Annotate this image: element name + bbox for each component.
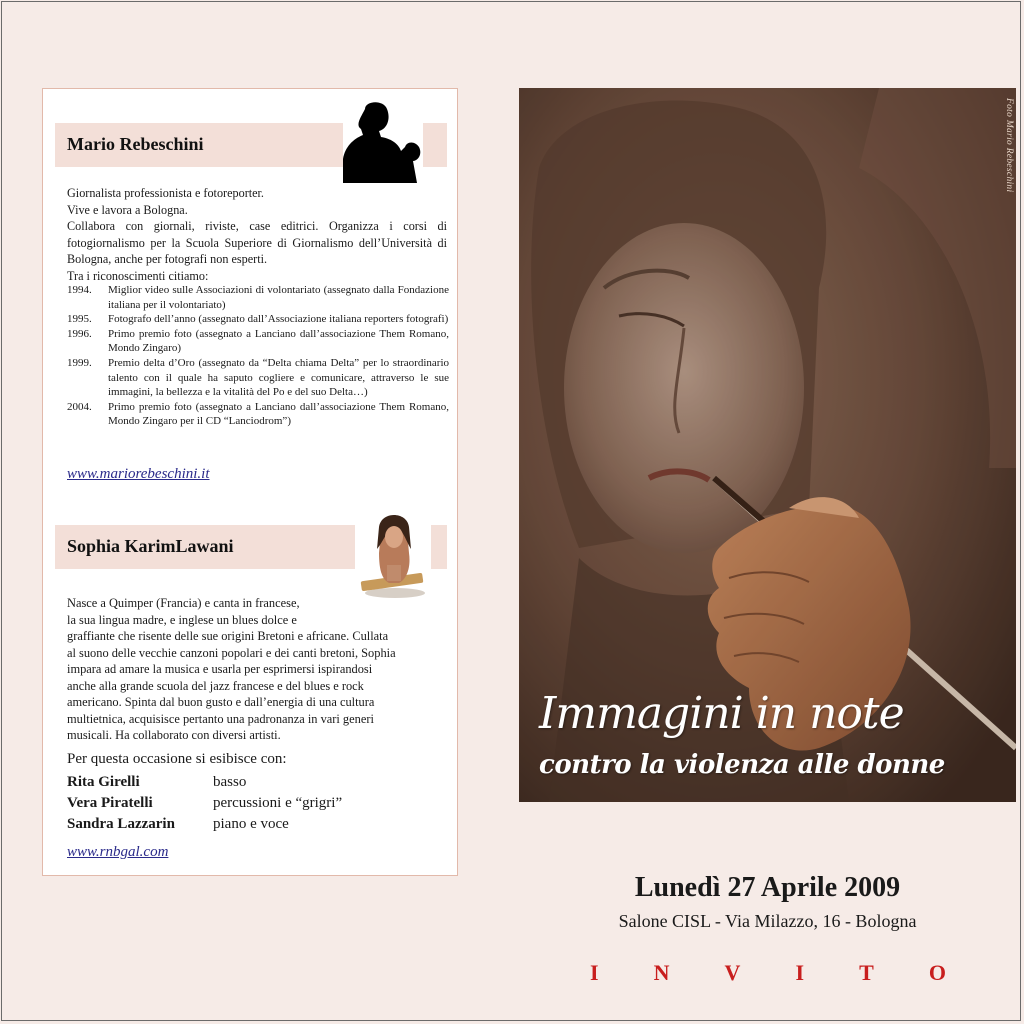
bio-line: musicali. Ha collaborato con diversi artisti. [67, 728, 281, 742]
bio-line: Vive e lavora a Bologna. [67, 202, 188, 217]
award-item [67, 356, 449, 400]
photo-credit: Foto Mario Rebeschini [1004, 98, 1014, 193]
invito-heading [590, 960, 946, 986]
bio-line: Nasce a Quimper (Francia) e canta in francese, [67, 596, 300, 610]
player-row [67, 814, 342, 835]
cover-subtitle: contro la violenza alle donne [539, 750, 945, 780]
award-item [67, 283, 449, 312]
photographer-silhouette-image [343, 99, 423, 183]
artist2-website-link[interactable]: www.rnbgal.com [67, 844, 169, 860]
artists-panel [42, 88, 458, 876]
award-text: Primo premio foto (assegnato a Lanciano dall’associazione Them Romano, Mondo Zingaro) [108, 327, 449, 355]
artist1-name: Mario Rebeschini [67, 134, 204, 154]
award-item [67, 400, 449, 429]
bio-line: graffiante che risente delle sue origini Bretoni e africane. Cullata [67, 629, 389, 643]
award-text: Miglior video sulle Associazioni di volontariato (assegnato dalla Fondazione italiana per il volontariato) [108, 284, 449, 311]
bio-line: anche alla grande scuola del jazz francese e del blues e rock [67, 678, 364, 693]
player-name: Rita Girelli [67, 774, 140, 790]
cover-artwork [519, 88, 1016, 802]
bio-line: Giornalista professionista e fotoreporter. [67, 186, 264, 200]
invito-letter: I [590, 960, 599, 985]
artist2-name: Sophia KarimLawani [67, 536, 234, 556]
artist1-website-link[interactable]: www.mariorebeschini.it [67, 466, 210, 482]
award-text: Primo premio foto (assegnato a Lanciano dall’associazione Them Romano, Mondo Zingaro per il CD “Lanciodrom”) [108, 400, 449, 428]
invito-letter: T [859, 960, 874, 985]
player-role: piano e voce [213, 816, 289, 832]
singer-figurine-image [355, 509, 431, 601]
player-name: Sandra Lazzarin [67, 816, 175, 832]
invito-letter: V [724, 960, 741, 985]
bio-line: impara ad amare la musica e usarla per esprimersi ispirandosi [67, 662, 373, 676]
award-year: 1999. [67, 356, 92, 369]
player-row [67, 772, 342, 793]
player-role: percussioni e “grigri” [213, 795, 343, 811]
player-role: basso [213, 774, 247, 790]
award-item [67, 327, 449, 356]
invito-letter: N [653, 960, 670, 985]
bio-line: la sua lingua madre, e inglese un blues dolce e [67, 612, 297, 627]
award-year: 1994. [67, 284, 92, 296]
bio-line: americano. Spinta dal buon gusto e dall’energia di una cultura [67, 695, 375, 709]
award-year: 1995. [67, 313, 92, 326]
player-name: Vera Piratelli [67, 795, 153, 811]
occasion-text: Per questa occasione si esibisce con: [67, 751, 287, 767]
bio-line: Tra i riconoscimenti citiamo: [67, 268, 209, 283]
bio-line: multietnica, acquisisce pertanto una padronanza in vari generi [67, 711, 374, 726]
players-list [67, 772, 342, 835]
artist2-bio [67, 595, 447, 744]
bio-line: Collabora con giornali, riviste, case editrici. Organizza i corsi di fotogiornalismo per la Scuola Superiore di Giornalismo dell’Università di Bologna, anche per fotografi non esperti. [67, 219, 447, 266]
bio-line: al suono delle vecchie canzoni popolari e dei canti bretoni, Sophia [67, 645, 396, 660]
awards-list [67, 283, 449, 429]
award-text: Fotografo dell’anno (assegnato dall’Associazione italiana reporters fotografi) [108, 313, 449, 326]
invito-letter: I [795, 960, 805, 985]
award-year: 1996. [67, 327, 92, 340]
award-text: Premio delta d’Oro (assegnato da “Delta chiama Delta” per lo straordinario talento con il quale ha saputo cogliere e comunicare, attraverso le sue immagini, la bellezza e la vitalità del Po e del suo Delta…) [108, 356, 449, 399]
award-item [67, 312, 449, 327]
player-row [67, 793, 342, 814]
artist1-bio [67, 185, 447, 284]
award-year: 2004. [67, 400, 92, 413]
event-date: Lunedì 27 Aprile 2009 [634, 872, 901, 903]
cover-title: Immagini in note [539, 688, 904, 739]
invito-letter: O [928, 960, 946, 985]
event-venue: Salone CISL - Via Milazzo, 16 - Bologna [618, 911, 917, 931]
